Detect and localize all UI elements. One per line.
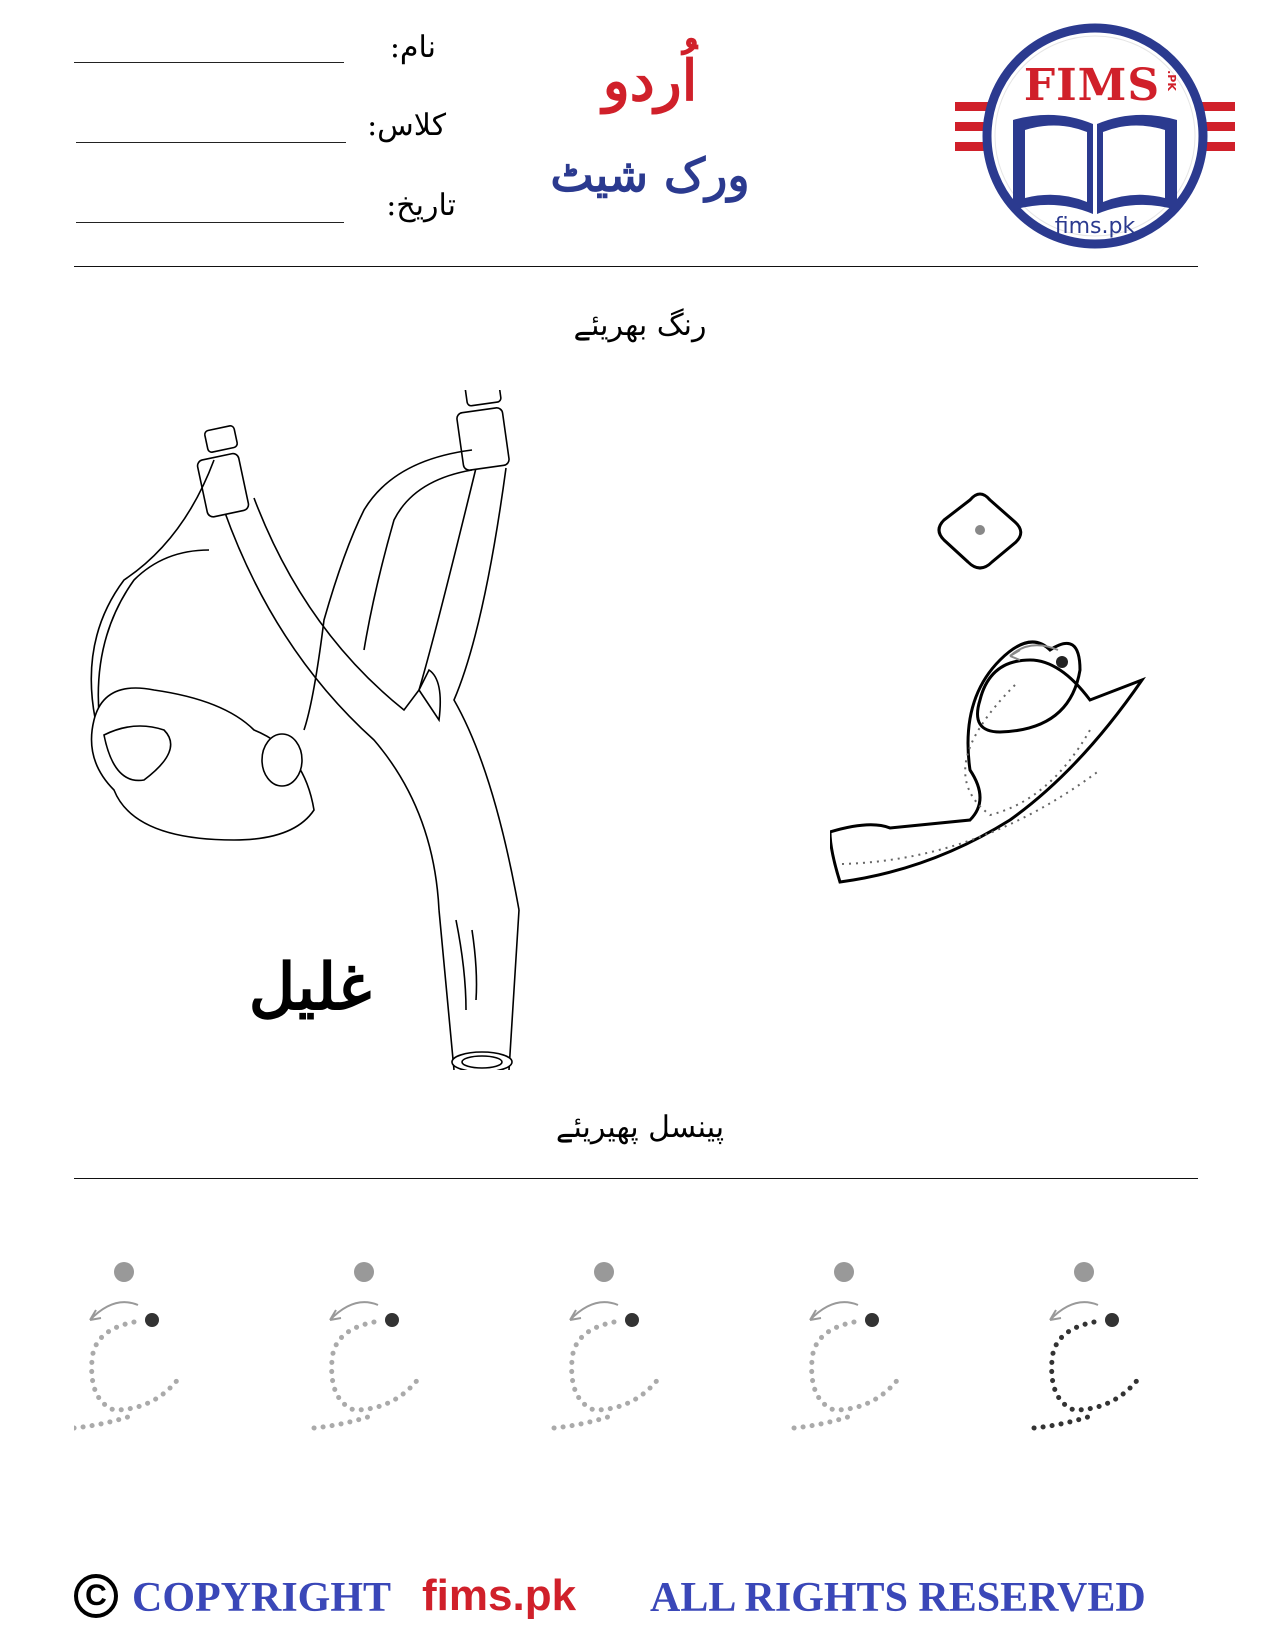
logo-brand: FIMS <box>1023 60 1161 111</box>
copyright-symbol-icon: C <box>74 1574 118 1618</box>
logo-site: fims.pk <box>1054 214 1136 239</box>
trace-letter[interactable] <box>554 1262 659 1428</box>
word-label: غلیل <box>248 950 372 1025</box>
subject-title: اُردو <box>602 48 698 114</box>
rights-reserved: ALL RIGHTS RESERVED <box>650 1575 1146 1621</box>
trace-letter[interactable] <box>1034 1262 1139 1428</box>
color-instruction: رنگ بھریئے <box>573 308 707 343</box>
trace-letter[interactable] <box>74 1262 179 1428</box>
name-field-line[interactable] <box>74 62 344 63</box>
copyright-label: COPYRIGHT <box>132 1575 392 1621</box>
worksheet-title: ورک شیٹ <box>550 148 750 202</box>
date-label: تاریخ: <box>386 188 456 223</box>
class-label: کلاس: <box>367 108 446 143</box>
trace-divider <box>74 1178 1198 1179</box>
logo-brand-suffix: .PK <box>1164 70 1178 91</box>
name-label: نام: <box>389 30 436 65</box>
footer-site[interactable]: fims.pk <box>422 1571 577 1620</box>
trace-letter[interactable] <box>794 1262 899 1428</box>
fims-logo <box>955 22 1235 250</box>
letter-character <box>830 470 831 471</box>
header-divider <box>74 266 1198 267</box>
trace-letter[interactable] <box>314 1262 419 1428</box>
trace-instruction: پینسل پھیریئے <box>555 1110 725 1145</box>
class-field-line[interactable] <box>76 142 346 143</box>
tracing-row <box>74 1260 1198 1450</box>
date-field-line[interactable] <box>76 222 344 223</box>
copyright-footer <box>74 1572 1198 1632</box>
letter-outline <box>830 470 1170 950</box>
